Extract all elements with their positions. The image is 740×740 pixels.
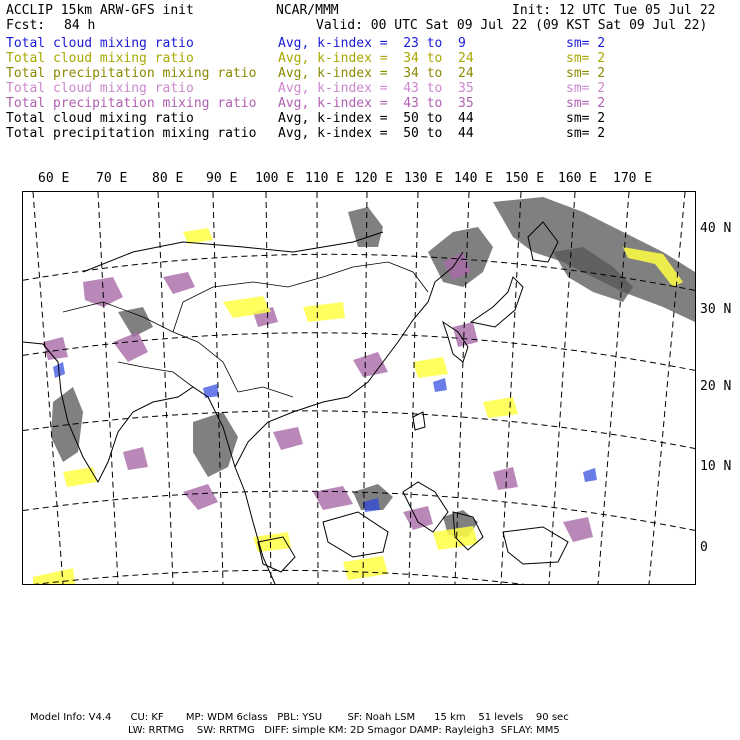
legend-row (6, 36, 734, 51)
legend-row (6, 81, 734, 96)
shallow-cloud-layer (53, 362, 597, 512)
legend-variable: Total cloud mixing ratio (6, 111, 194, 126)
longitude-label: 70 E (96, 171, 128, 186)
physics-info-line: LW: RRTMG SW: RRTMG DIFF: simple KM: 2D Smagor DAMP: Rayleigh3 SFLAY: MM5 (128, 725, 560, 736)
longitude-label: 80 E (152, 171, 184, 186)
legend-smoothing: sm= 2 (566, 96, 606, 111)
legend-smoothing: sm= 2 (566, 126, 606, 141)
legend-row (6, 111, 734, 126)
longitude-label: 60 E (38, 171, 70, 186)
legend-smoothing: sm= 2 (566, 51, 606, 66)
legend-variable: Total precipitation mixing ratio (6, 96, 257, 111)
legend-variable: Total cloud mixing ratio (6, 81, 194, 96)
latitude-label: 30 N (700, 302, 732, 317)
legend-row (6, 126, 734, 141)
legend-avg-range: Avg, k-index = 50 to 44 (278, 111, 474, 126)
valid-time: Valid: 00 UTC Sat 09 Jul 22 (09 KST Sat 09 Jul 22) (316, 18, 708, 33)
longitude-label: 110 E (305, 171, 345, 186)
legend-avg-range: Avg, k-index = 34 to 24 (278, 66, 474, 81)
legend-variable: Total cloud mixing ratio (6, 36, 194, 51)
legend-variable: Total precipitation mixing ratio (6, 66, 257, 81)
longitude-label: 90 E (206, 171, 238, 186)
forecast-label: Fcst: (6, 18, 46, 33)
legend-variable: Total cloud mixing ratio (6, 51, 194, 66)
longitude-label: 140 E (454, 171, 494, 186)
init-time: Init: 12 UTC Tue 05 Jul 22 (512, 3, 716, 18)
legend-smoothing: sm= 2 (566, 81, 606, 96)
org-label: NCAR/MMM (276, 3, 339, 18)
cloud-map (23, 192, 695, 584)
legend-smoothing: sm= 2 (566, 111, 606, 126)
legend-smoothing: sm= 2 (566, 66, 606, 81)
legend-smoothing: sm= 2 (566, 36, 606, 51)
legend-avg-range: Avg, k-index = 50 to 44 (278, 126, 474, 141)
longitude-label: 150 E (505, 171, 545, 186)
latitude-label: 10 N (700, 459, 732, 474)
longitude-label: 120 E (354, 171, 394, 186)
legend-avg-range: Avg, k-index = 23 to 9 (278, 36, 466, 51)
legend-variable: Total precipitation mixing ratio (6, 126, 257, 141)
legend-avg-range: Avg, k-index = 43 to 35 (278, 96, 474, 111)
legend-row (6, 51, 734, 66)
latitude-label: 40 N (700, 221, 732, 236)
longitude-label: 170 E (613, 171, 653, 186)
forecast-hour: 84 h (64, 18, 96, 33)
country-borders (63, 262, 428, 397)
legend-row (6, 96, 734, 111)
map-panel (22, 191, 696, 585)
legend-avg-range: Avg, k-index = 43 to 35 (278, 81, 474, 96)
model-title: ACCLIP 15km ARW-GFS init (6, 3, 194, 18)
model-info-line: Model Info: V4.4 CU: KF MP: WDM 6class PBL: YSU SF: Noah LSM 15 km 51 levels 90 sec (30, 712, 569, 723)
legend-avg-range: Avg, k-index = 34 to 24 (278, 51, 474, 66)
longitude-label: 130 E (404, 171, 444, 186)
longitude-label: 100 E (255, 171, 295, 186)
legend-row (6, 66, 734, 81)
latitude-label: 0 (700, 540, 708, 555)
longitude-label: 160 E (558, 171, 598, 186)
latitude-label: 20 N (700, 379, 732, 394)
